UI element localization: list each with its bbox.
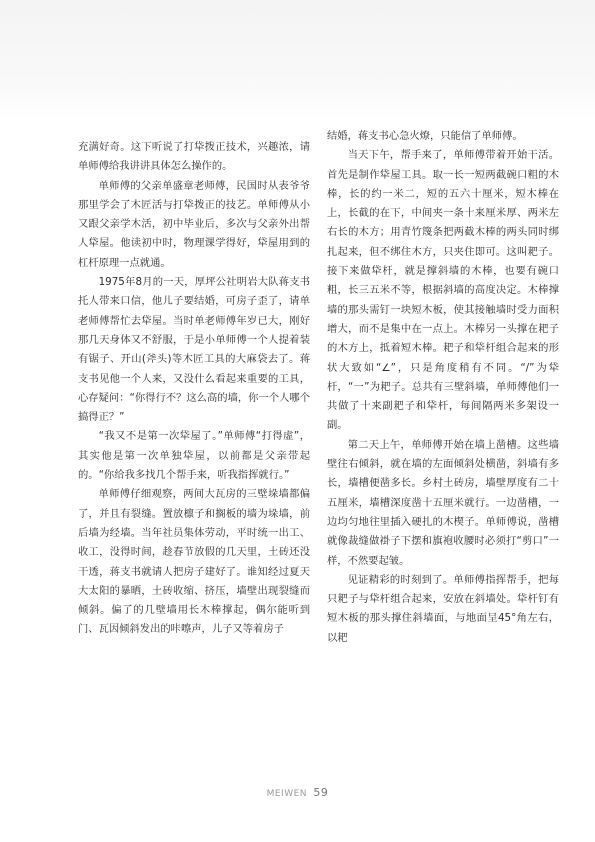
paragraph: “我又不是第一次牮屋了。”单师傅“打得虚”，其实他是第一次单独牮屋，以前都是父亲带起的。“你给我多找几个帮手来，听我指挥就行。” [78,430,310,482]
header-band [0,0,595,120]
right-column [327,127,559,648]
magazine-name: MEIWEN [266,789,308,799]
paragraph: 单师傅仔细观察，两间大瓦房的三壁垛墙都偏了，并且有裂缝。置放檩子和搁板的墙为垛墙，前后墙为经墙。当年社员集体劳动，平时统一出工、收工，没得时间，趁春节放假的几天里，土砖还没干透，蒋支书就请人把房子建好了。谁知经过夏天大太阳的暴晒，土砖收缩、挤压，墙壁出现裂缝而倾斜。偏了的几壁墙用长木棒撑起，偶尔能听到门、瓦因倾斜发出的咔嚓声，儿子又等着房子 [78,488,310,636]
paragraph: 充满好奇。这下听说了打牮拨正技术，兴趣浓，请单师傅给我讲讲具体怎么操作的。 [78,141,310,173]
paragraph: 结婚，蒋支书心急火燎，只能信了单师傅。 [327,130,523,142]
paragraph: 单师傅的父亲单盛章老师傅，民国时从表爷爷那里学会了木匠活与打牮拨正的技艺。单师傅从小又跟父亲学木活，初中毕业后，多次与父亲外出帮人牮屋。他读初中时，物理课学得好，牮屋用到的杠杆原理一点就通。 [78,179,310,269]
paragraph: 当天下午，帮手来了，单师傅带着开始干活。首先是制作牮屋工具。取一长一短两截碗口粗的木棒，长的约一米二，短的五六十厘米，短木棒在上，长截的在下，中间夹一条十来厘米厚、两米左右长的木方；用青竹篾条把两截木棒的两头同时绑扎起来，但不绑住木方，只夹住即可。这叫耙子。接下来做牮杆，就是撑斜墙的木棒，也要有碗口粗，长三五米不等，根据斜墙的高度决定。木棒撑墙的那头需钉一块短木板，使其接触墙时受力面积增大，而不是集中在一点上。木棒另一头撑在耙子的木方上，抵着短木棒。耙子和牮杆组合起来的形状大致如“∠”，只是角度稍有不同。“/”为牮杆，“一”为耙子。总共有三壁斜墙，单师傅他们一共做了十来副耙子和牮杆，每间隔两米多架设一副。 [327,149,559,432]
paragraph: 见证精彩的时刻到了。单师傅指挥帮手，把每只耙子与牮杆组合起来，安放在斜墙处。牮杆钉有短木板的那头撑住斜墙面，与地面呈45°角左右，以耙 [327,573,559,644]
paragraph: 1975年8月的一天，厚坪公社明岩大队蒋支书托人带来口信，他儿子要结婚，可房子歪了，请单老师傅帮忙去牮屋。当时单老师傅年岁已大，刚好那几天身体又不舒服，于是小单师傅一个人提着装有锯子、开山(斧头)等木匠工具的大麻袋去了。蒋支书见他一个人来，又没什么看起来重要的工具，心存疑问：“你得行不？这么高的墙，你一个人哪个搞得正？” [78,276,310,424]
paragraph: 第二天上午，单师傅开始在墙上凿槽。这些墙壁往右倾斜，就在墙的左面倾斜处横凿，斜墙有多长，墙槽便凿多长。乡村土砖房，墙壁厚度有二十五厘米，墙槽深度凿十五厘米就行。一边凿槽，一边均匀地往里插入硬扎的木楔子。单师傅说，凿槽就像裁缝做褂子下摆和旗袍收腰时必须打“剪口”一样，不然要起皱。 [327,438,559,567]
left-column [78,138,310,640]
page-number: 59 [313,786,329,799]
page-footer [0,786,595,799]
